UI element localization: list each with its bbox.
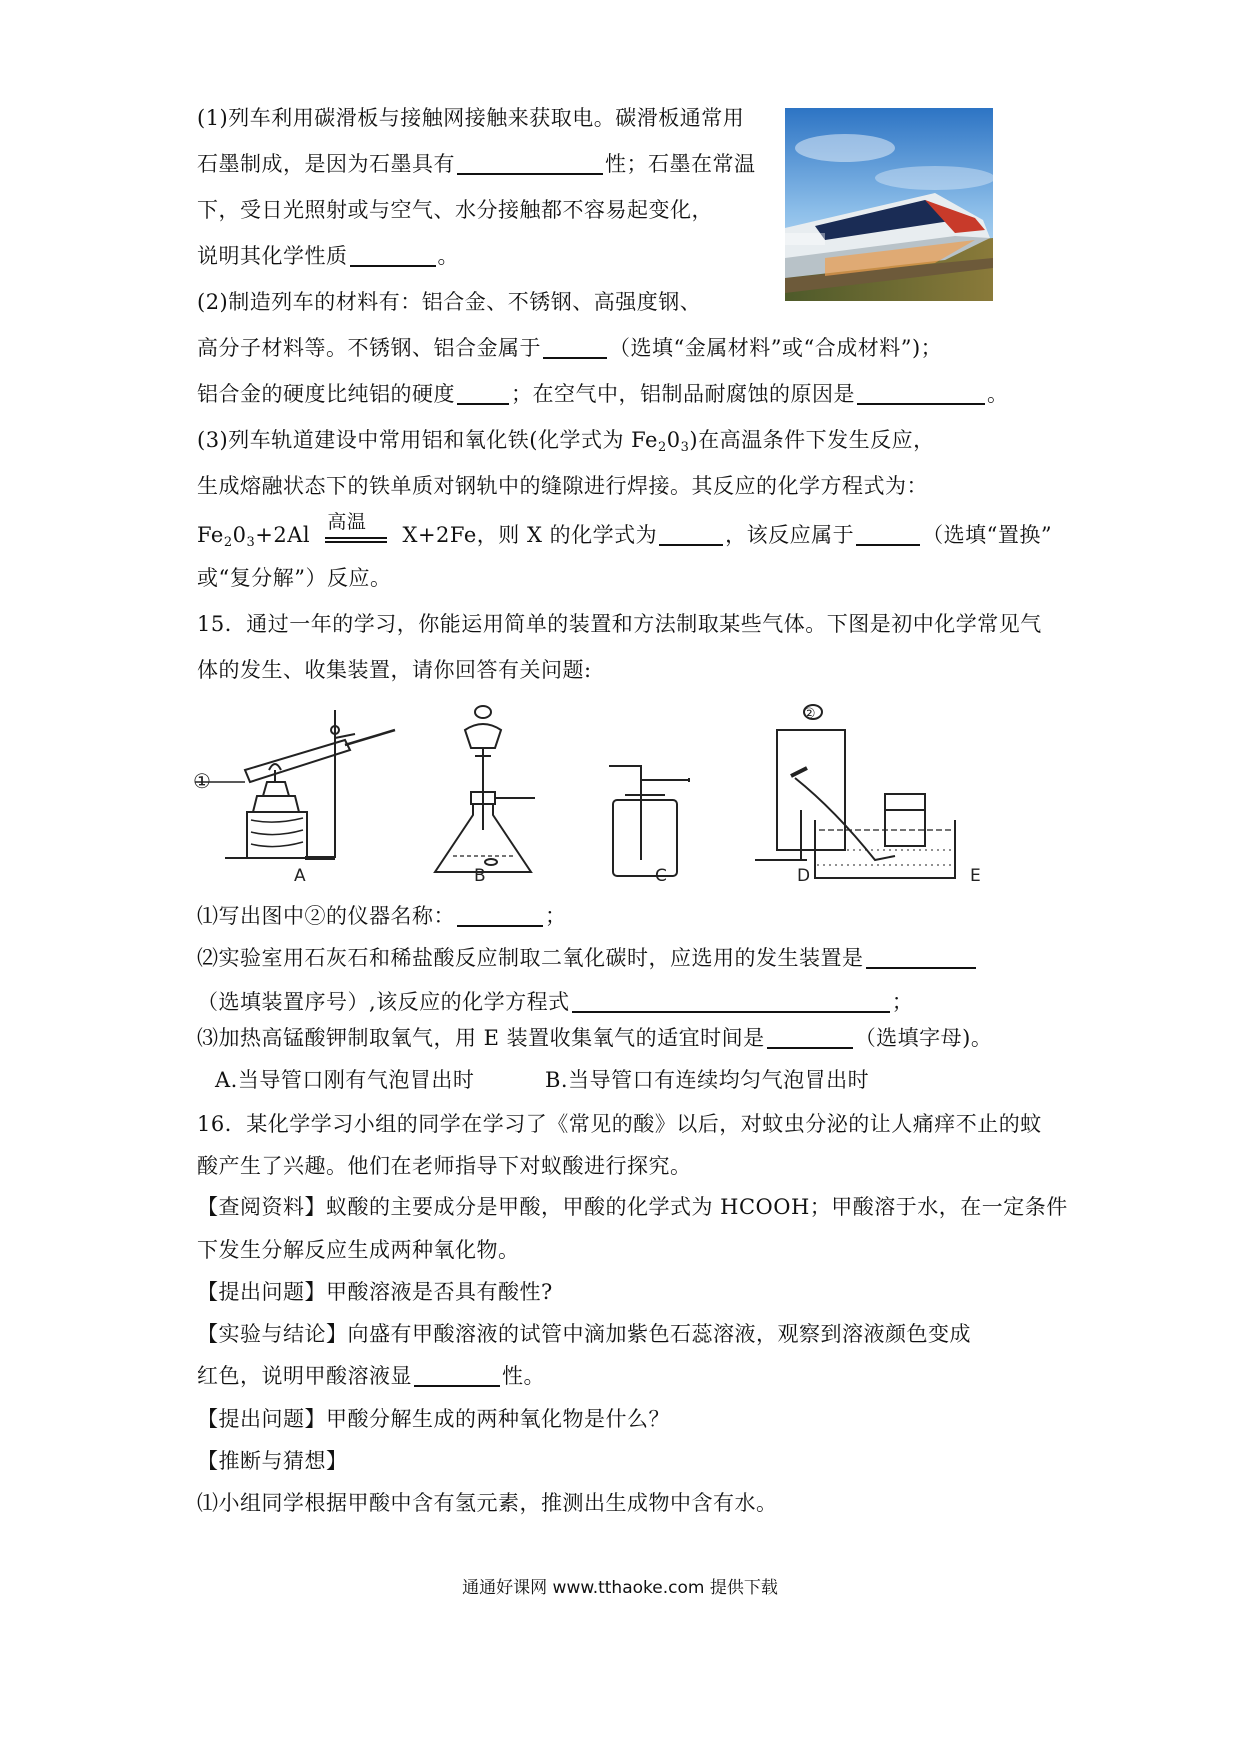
- mark-circle-1: ①: [193, 769, 211, 793]
- q16-line4: 下发生分解反应生成两种氧化物。: [197, 1238, 520, 1262]
- answer-blank[interactable]: [866, 947, 976, 969]
- text: （选填装置序号）,该反应的化学方程式: [197, 990, 570, 1014]
- q14-p3-line2: 生成熔融状态下的铁单质对钢轨中的缝隙进行焊接。其反应的化学方程式为：: [197, 474, 928, 498]
- apparatus-e: [791, 768, 955, 878]
- q14-p1-line3: 下，受日光照射或与空气、水分接触都不容易起变化，: [197, 198, 713, 222]
- q15-sub2: [197, 944, 978, 972]
- answer-blank[interactable]: [414, 1365, 500, 1387]
- apparatus-a: [195, 710, 395, 858]
- q14-p1-line2: [197, 150, 756, 178]
- q16-line8: 【提出问题】甲酸分解生成的两种氧化物是什么？: [197, 1407, 670, 1431]
- text: 铝合金的硬度比纯铝的硬度: [197, 382, 455, 406]
- text: ；: [891, 990, 914, 1014]
- q16-line1: 16．某化学学习小组的同学在学习了《常见的酸》以后，对蚊虫分泌的让人痛痒不止的蚊: [197, 1112, 1042, 1136]
- text: 说明其化学性质: [197, 244, 348, 268]
- q14-p3-line1: [197, 426, 935, 462]
- text: 高分子材料等。不锈钢、铝合金属于: [197, 336, 541, 360]
- answer-blank[interactable]: [350, 245, 436, 267]
- train-photo: [785, 108, 993, 301]
- q14-p1-line1: (1)列车利用碳滑板与接触网接触来获取电。碳滑板通常用: [197, 106, 745, 130]
- q16-line3: 【查阅资料】蚁酸的主要成分是甲酸，甲酸的化学式为 HCOOH；甲酸溶于水，在一定条件: [197, 1195, 1068, 1219]
- text: 石墨制成，是因为石墨具有: [197, 152, 455, 176]
- text: ；在空气中，铝制品耐腐蚀的原因是: [511, 382, 855, 406]
- q16-line2: 酸产生了兴趣。他们在老师指导下对蚁酸进行探究。: [197, 1154, 692, 1178]
- q15-option-b: B.当导管口有连续均匀气泡冒出时: [545, 1068, 870, 1092]
- q14-p3-line4: 或“复分解”）反应。: [197, 566, 392, 590]
- q15-sub2-cont: [197, 988, 913, 1016]
- q16-line7: [197, 1362, 545, 1390]
- gas-apparatus-diagram: [195, 700, 1055, 895]
- q16-line10: ⑴小组同学根据甲酸中含有氢元素，推测出生成物中含有水。: [197, 1491, 778, 1515]
- answer-blank[interactable]: [457, 153, 603, 175]
- text: +2Al: [255, 523, 311, 547]
- answer-blank[interactable]: [857, 383, 985, 405]
- label-a: A: [294, 866, 306, 886]
- answer-blank[interactable]: [767, 1027, 853, 1049]
- text: ⑵实验室用石灰石和稀盐酸反应制取二氧化碳时，应选用的发生装置是: [197, 946, 864, 970]
- text: 性。: [502, 1364, 545, 1388]
- answer-blank[interactable]: [659, 524, 723, 546]
- text: 性；石墨在常温: [605, 152, 756, 176]
- text: (3)列车轨道建设中常用铝和氧化铁(化学式为 Fe: [197, 428, 658, 452]
- text: （选填“置换”: [922, 523, 1053, 547]
- q15-sub3: [197, 1024, 992, 1052]
- q16-line5: 【提出问题】甲酸溶液是否具有酸性?: [197, 1280, 553, 1304]
- q15-option-a: A.当导管口刚有气泡冒出时: [215, 1068, 475, 1092]
- answer-blank[interactable]: [457, 383, 509, 405]
- answer-blank[interactable]: [856, 524, 920, 546]
- q14-p3-line3: [197, 511, 1053, 557]
- q15-line2: 体的发生、收集装置，请你回答有关问题:: [197, 658, 592, 682]
- text: ；: [545, 904, 567, 928]
- label-b: B: [474, 866, 486, 886]
- answer-blank[interactable]: [572, 991, 890, 1013]
- label-c: C: [655, 866, 667, 886]
- apparatus-b: [435, 706, 535, 872]
- reaction-condition: 高温: [327, 511, 367, 533]
- q14-p2-line3: [197, 380, 1009, 408]
- text: ⑴写出图中②的仪器名称：: [197, 904, 455, 928]
- label-d: D: [797, 866, 811, 886]
- q16-line6: 【实验与结论】向盛有甲酸溶液的试管中滴加紫色石蕊溶液，观察到溶液颜色变成: [197, 1322, 971, 1346]
- answer-blank[interactable]: [457, 905, 543, 927]
- q16-line9: 【推断与猜想】: [197, 1449, 348, 1473]
- text: 。: [437, 244, 459, 268]
- text: X+2Fe，则 X 的化学式为: [402, 523, 658, 547]
- apparatus-c: [609, 766, 689, 876]
- text: )在高温条件下发生反应，: [689, 428, 935, 452]
- subscript: 2: [223, 535, 233, 550]
- text: （选填“金属材料”或“合成材料”)；: [609, 336, 943, 360]
- page-footer: 通通好课网 www.tthaoke.com 提供下载: [462, 1578, 778, 1598]
- reaction-equals-sign: [323, 511, 389, 546]
- text: Fe: [197, 523, 224, 547]
- text: 0: [232, 523, 247, 547]
- text: 。: [987, 382, 1009, 406]
- answer-blank[interactable]: [543, 337, 607, 359]
- q15-line1: 15．通过一年的学习，你能运用简单的装置和方法制取某些气体。下图是初中化学常见气: [197, 612, 1042, 636]
- subscript: 3: [246, 535, 256, 550]
- mark-circle-2: ②: [803, 706, 816, 722]
- text: （选填字母)。: [854, 1026, 993, 1050]
- text: 红色，说明甲酸溶液显: [197, 1364, 412, 1388]
- q14-p2-line2: [197, 334, 942, 362]
- q14-p1-line4: [197, 242, 459, 270]
- q15-sub1: [197, 902, 567, 930]
- text: ，该反应属于: [725, 523, 855, 547]
- text: 0: [666, 428, 681, 452]
- q14-p2-line1: (2)制造列车的材料有：铝合金、不锈钢、高强度钢、: [197, 290, 702, 314]
- subscript: 2: [657, 440, 667, 455]
- text: ⑶加热高锰酸钾制取氧气，用 E 装置收集氧气的适宜时间是: [197, 1026, 765, 1050]
- label-e: E: [970, 866, 981, 886]
- subscript: 3: [680, 440, 690, 455]
